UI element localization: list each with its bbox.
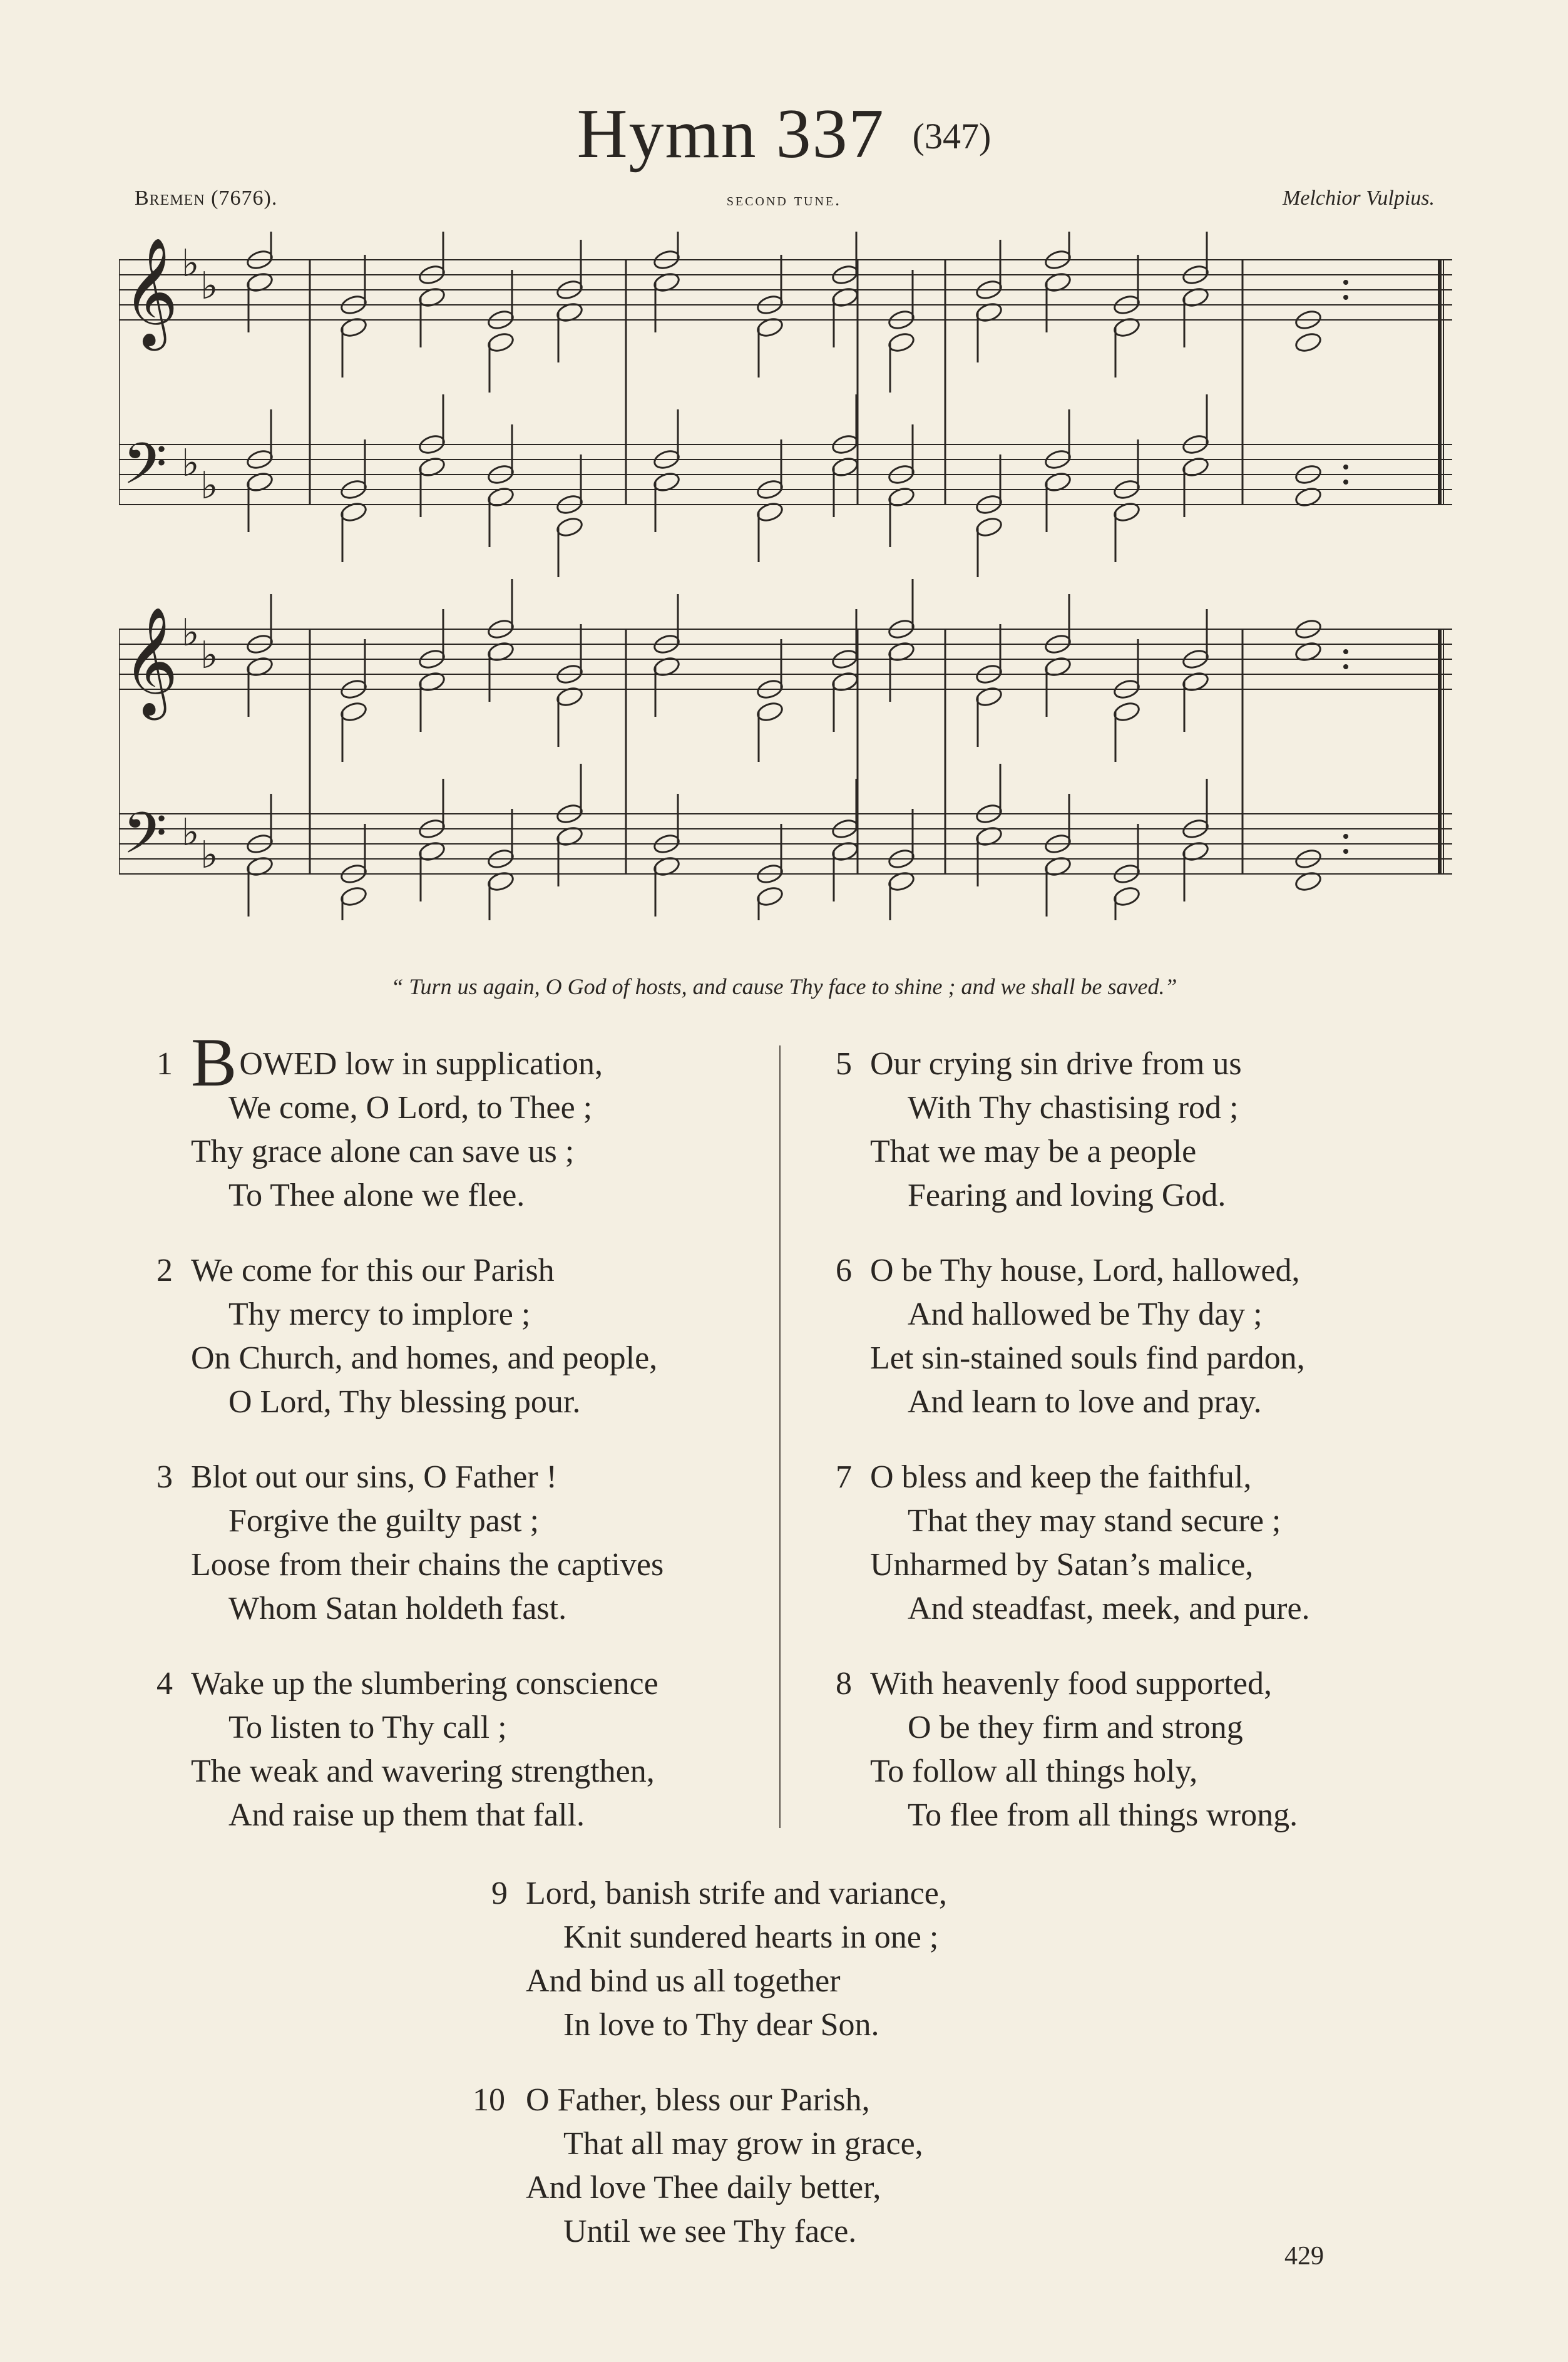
repeat-dot (1343, 649, 1348, 654)
verse-number: 6 (836, 1253, 852, 1288)
verse-line: The weak and wavering strengthen, (191, 1754, 655, 1789)
repeat-dot (1343, 480, 1348, 485)
half-note (1112, 885, 1141, 908)
scripture-quote: “ Turn us again, O God of hosts, and cause Thy face to shine ; and we shall be saved.” (391, 974, 1177, 999)
flat-icon: ♭ (200, 833, 218, 877)
verse-number: 10 (473, 2082, 505, 2118)
verse-number: 9 (491, 1876, 508, 1911)
verse-line: With Thy chastising rod ; (908, 1090, 1239, 1126)
flat-icon: ♭ (182, 242, 200, 285)
repeat-dot (1343, 849, 1348, 854)
bass-clef-icon: 𝄢 (123, 800, 167, 880)
verse-line: Wake up the slumbering conscience (191, 1666, 658, 1702)
verse-line: We come, O Lord, to Thee ; (228, 1090, 593, 1126)
verse-line: And love Thee daily better, (526, 2170, 881, 2205)
music-system-1 (119, 232, 1452, 577)
flat-icon: ♭ (182, 811, 200, 855)
verse-9 (491, 1872, 947, 2047)
repeat-dot (1343, 295, 1348, 300)
verse-5 (836, 1042, 1242, 1218)
hymn-title: Hymn 337 (576, 95, 885, 173)
verse-line: That we may be a people (870, 1134, 1197, 1169)
verse-10 (473, 2078, 923, 2254)
verse-number: 8 (836, 1666, 852, 1702)
verse-line: O bless and keep the faithful, (870, 1459, 1252, 1495)
verse-line: Let sin-stained souls find pardon, (870, 1340, 1305, 1376)
verse-1 (156, 1024, 603, 1218)
hymn-alt-number: (347) (912, 116, 992, 157)
repeat-dot (1343, 834, 1348, 839)
verse-line: To Thee alone we flee. (228, 1178, 525, 1213)
verse-line: Until we see Thy face. (563, 2214, 857, 2249)
verse-line: We come for this our Parish (191, 1253, 555, 1288)
verse-number: 5 (836, 1046, 852, 1082)
verse-8 (836, 1662, 1298, 1837)
column-divider (779, 1045, 781, 1828)
verse-line: Our crying sin drive from us (870, 1046, 1242, 1082)
verse-line: And bind us all together (526, 1963, 841, 1999)
half-note (887, 331, 916, 354)
half-note (339, 885, 368, 908)
treble-clef-icon: 𝄞 (123, 607, 178, 716)
verse-number: 1 (156, 1046, 173, 1082)
verse-line: On Church, and homes, and people, (191, 1340, 658, 1376)
verse-line: Thy grace alone can save us ; (191, 1134, 575, 1169)
half-note (486, 331, 515, 354)
verse-line: OWED low in supplication, (239, 1046, 603, 1082)
verse-2 (156, 1249, 657, 1424)
page-number: 429 (1284, 2242, 1324, 2271)
repeat-dot (1343, 280, 1348, 285)
verse-line: O be they firm and strong (908, 1710, 1243, 1745)
music-system-2 (119, 579, 1452, 920)
verse-line: Knit sundered hearts in one ; (563, 1919, 939, 1955)
verse-line: To flee from all things wrong. (908, 1797, 1298, 1833)
verse-line: Whom Satan holdeth fast. (228, 1591, 567, 1626)
half-note (756, 701, 784, 723)
verse-line: That all may grow in grace, (563, 2126, 923, 2162)
treble-clef-icon: 𝄞 (123, 237, 178, 346)
verse-line: Fearing and loving God. (908, 1178, 1226, 1213)
repeat-dot (1343, 465, 1348, 470)
verse-line: Lord, banish strife and variance, (526, 1876, 947, 1911)
verse-line: And steadfast, meek, and pure. (908, 1591, 1310, 1626)
verse-line: With heavenly food supported, (870, 1666, 1272, 1702)
half-note (1294, 331, 1323, 354)
half-note (339, 701, 368, 723)
verse-line: In love to Thy dear Son. (563, 2007, 879, 2043)
half-note (555, 516, 584, 538)
half-note (1112, 701, 1141, 723)
flat-icon: ♭ (182, 611, 200, 655)
verse-number: 4 (156, 1666, 173, 1702)
verse-line: Thy mercy to implore ; (228, 1297, 531, 1332)
verse-number: 7 (836, 1459, 852, 1495)
verse-line: O Father, bless our Parish, (526, 2082, 870, 2118)
verse-line: That they may stand secure ; (908, 1503, 1281, 1539)
repeat-dot (1343, 664, 1348, 669)
tune-name: Bremen (7676). (135, 187, 278, 210)
bass-clef-icon: 𝄢 (123, 431, 167, 511)
verse-line: To listen to Thy call ; (228, 1710, 507, 1745)
verse-line: O be Thy house, Lord, hallowed, (870, 1253, 1300, 1288)
verse-line: Forgive the guilty past ; (228, 1503, 539, 1539)
music-score (119, 232, 1455, 920)
verse-line: Unharmed by Satan’s malice, (870, 1547, 1254, 1583)
hymn-header (0, 94, 1568, 175)
verse-line: And learn to love and pray. (908, 1384, 1262, 1420)
verse-7 (836, 1456, 1310, 1631)
verse-line: To follow all things holy, (870, 1754, 1198, 1789)
flat-icon: ♭ (200, 464, 218, 508)
flat-icon: ♭ (200, 634, 218, 677)
verse-line: Blot out our sins, O Father ! (191, 1459, 557, 1495)
composer: Melchior Vulpius. (1283, 187, 1435, 210)
verse-4 (156, 1662, 658, 1837)
verse-line: And hallowed be Thy day ; (908, 1297, 1263, 1332)
tune-label: second tune. (726, 190, 842, 210)
verse-6 (836, 1249, 1305, 1424)
verse-number: 2 (156, 1253, 173, 1288)
drop-cap: B (191, 1024, 237, 1101)
verse-number: 3 (156, 1459, 173, 1495)
verse-line: O Lord, Thy blessing pour. (228, 1384, 581, 1420)
verse-line: And raise up them that fall. (228, 1797, 585, 1833)
verse-3 (156, 1456, 664, 1631)
half-note (975, 516, 1003, 538)
flat-icon: ♭ (182, 441, 200, 485)
half-note (756, 885, 784, 908)
verse-line: Loose from their chains the captives (191, 1547, 664, 1583)
flat-icon: ♭ (200, 264, 218, 308)
